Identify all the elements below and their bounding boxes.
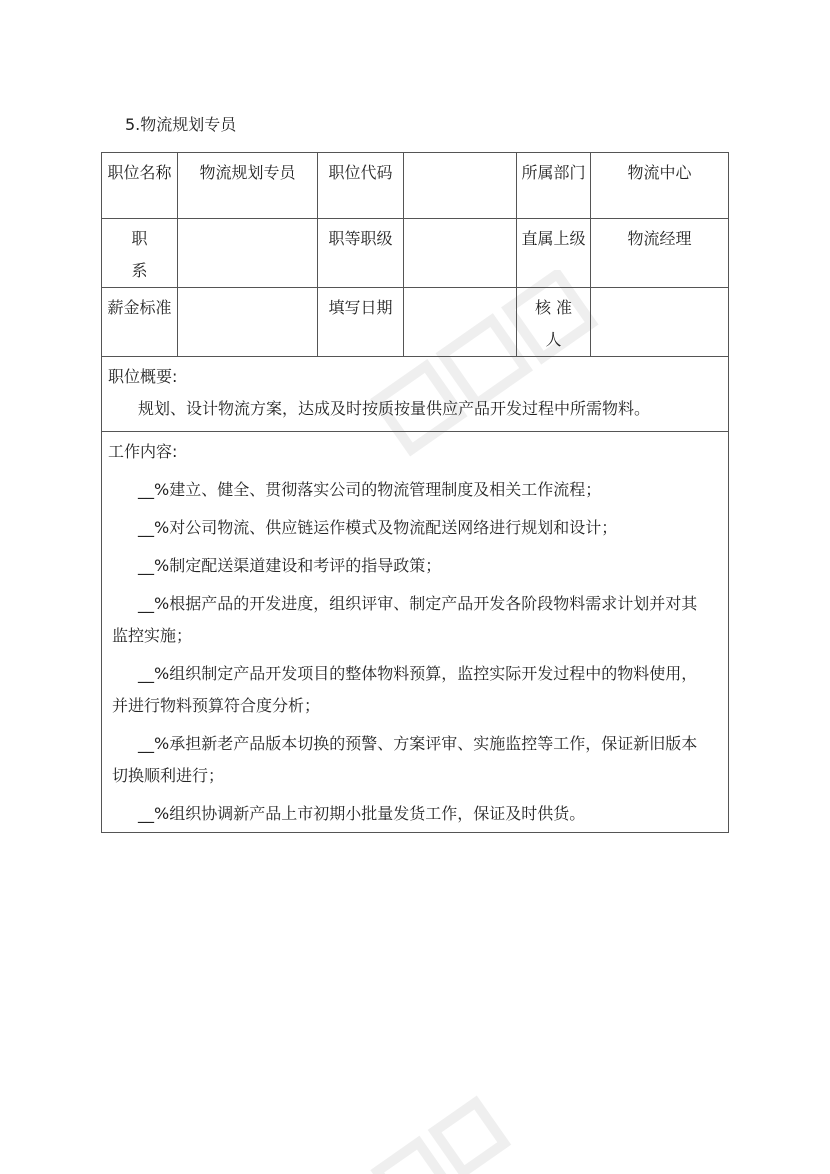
label-approver: 核 准 人	[517, 288, 591, 357]
work-item	[108, 550, 728, 582]
job-description-table	[101, 152, 729, 833]
work-item-line: __%制定配送渠道建设和考评的指导政策；	[138, 556, 442, 575]
table-row	[102, 432, 729, 833]
work-item-continuation: 切换顺利进行；	[112, 766, 225, 785]
work-item	[108, 474, 728, 506]
work-item-line: __%建立、健全、贯彻落实公司的物流管理制度及相关工作流程；	[138, 480, 602, 499]
value-grade	[404, 219, 517, 288]
value-salary	[178, 288, 318, 357]
work-content-cell	[102, 432, 729, 833]
work-item-line: __%根据产品的开发进度，组织评审、制定产品开发各阶段物料需求计划并对其	[138, 594, 698, 613]
table-row	[102, 357, 729, 432]
work-item-line: __%对公司物流、供应链运作模式及物流配送网络进行规划和设计；	[138, 518, 618, 537]
work-item	[108, 658, 728, 722]
label-fill-date: 填写日期	[318, 288, 404, 357]
summary-label: 职位概要:	[108, 367, 178, 386]
label-position-name: 职位名称	[102, 153, 178, 219]
work-item-continuation: 监控实施；	[112, 626, 193, 645]
value-approver	[591, 288, 729, 357]
value-supervisor: 物流经理	[591, 219, 729, 288]
label-department: 所属部门	[517, 153, 591, 219]
label-job-family: 职 系	[102, 219, 178, 288]
work-item	[108, 798, 728, 830]
value-position-name: 物流规划专员	[178, 153, 318, 219]
work-item-line: __%承担新老产品版本切换的预警、方案评审、实施监控等工作，保证新旧版本	[138, 734, 698, 753]
label-salary: 薪金标准	[102, 288, 178, 357]
table-row	[102, 288, 729, 357]
work-item-line: __%组织制定产品开发项目的整体物料预算，监控实际开发过程中的物料使用，	[138, 664, 698, 683]
value-department: 物流中心	[591, 153, 729, 219]
work-item	[108, 728, 728, 792]
work-label: 工作内容:	[108, 442, 178, 461]
value-position-code	[404, 153, 517, 219]
table-row	[102, 153, 729, 219]
work-item	[108, 512, 728, 544]
summary-text: 规划、设计物流方案，达成及时按质按量供应产品开发过程中所需物料。	[138, 399, 651, 418]
summary-cell	[102, 357, 729, 432]
watermark-graphic-bottom	[360, 1090, 560, 1174]
section-title: 5.物流规划专员	[125, 115, 237, 134]
table-row	[102, 219, 729, 288]
work-item-line: __%组织协调新产品上市初期小批量发货工作，保证及时供货。	[138, 804, 586, 823]
label-supervisor: 直属上级	[517, 219, 591, 288]
label-grade: 职等职级	[318, 219, 404, 288]
label-position-code: 职位代码	[318, 153, 404, 219]
work-item-continuation: 并进行物料预算符合度分析；	[112, 696, 321, 715]
value-fill-date	[404, 288, 517, 357]
value-job-family	[178, 219, 318, 288]
work-item	[108, 588, 728, 652]
